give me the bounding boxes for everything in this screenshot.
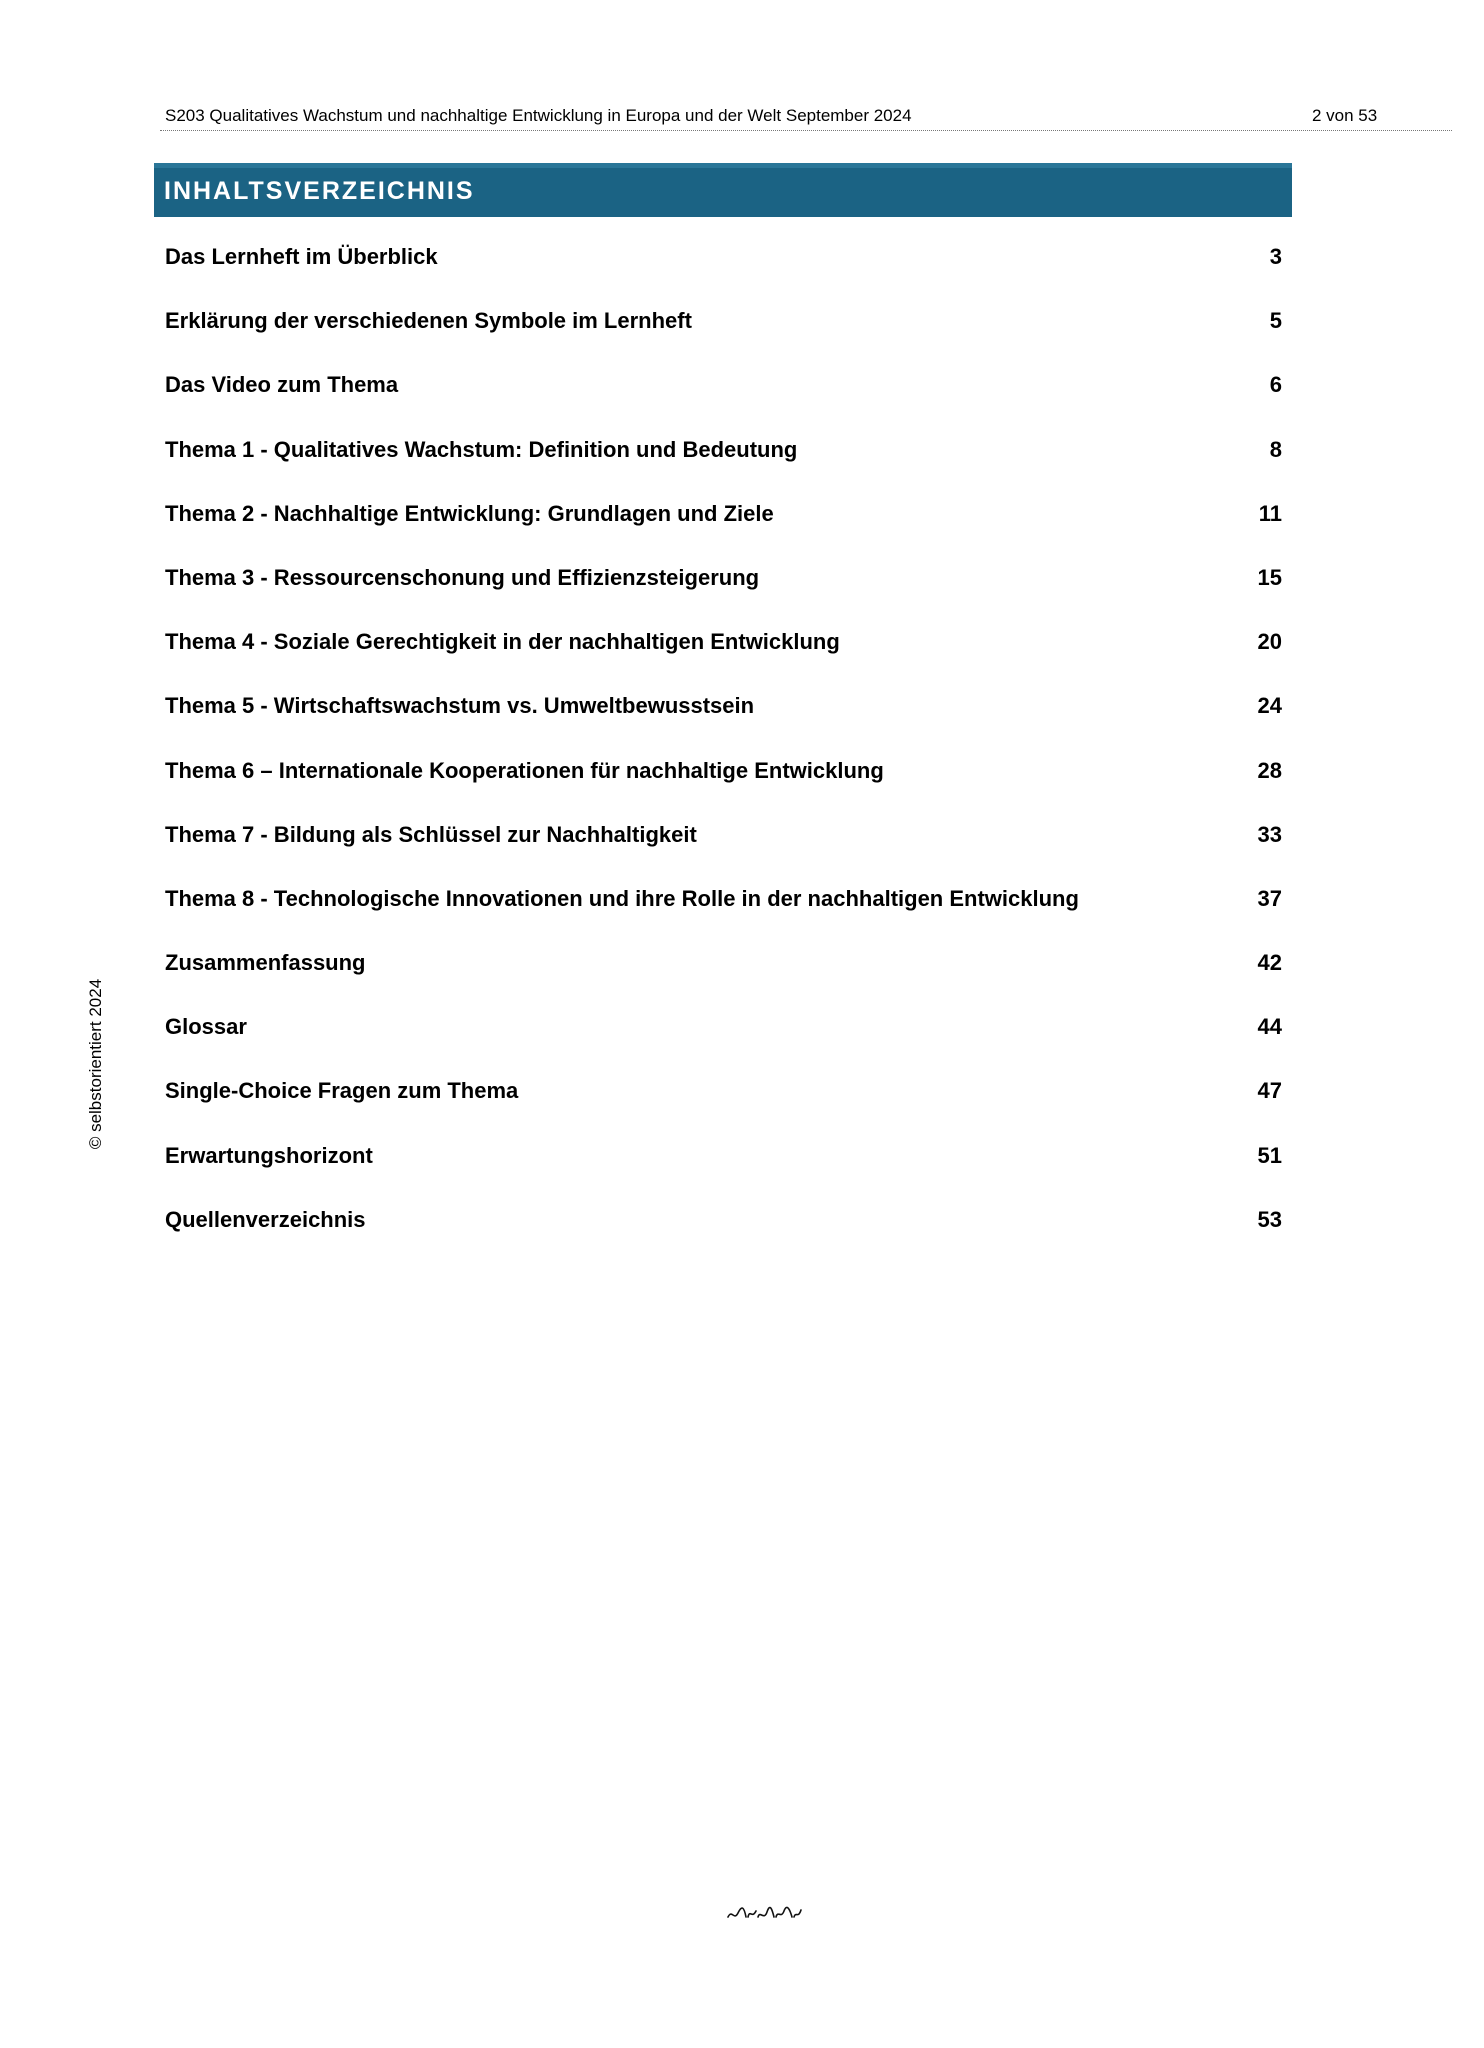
table-of-contents	[165, 244, 1282, 1271]
toc-entry-page: 8	[1269, 436, 1282, 462]
toc-entry-label: Thema 7 - Bildung als Schlüssel zur Nachhaltigkeit	[165, 821, 697, 847]
toc-entry[interactable]	[165, 565, 1282, 629]
page-header	[160, 104, 1452, 131]
toc-entry-label: Thema 6 – Internationale Kooperationen für nachhaltige Entwicklung	[165, 757, 884, 783]
toc-entry-page: 6	[1269, 372, 1282, 398]
toc-entry-page: 37	[1257, 885, 1282, 911]
toc-entry-page: 24	[1257, 693, 1282, 719]
toc-entry-page: 11	[1258, 500, 1282, 526]
toc-entry-label: Glossar	[165, 1014, 247, 1040]
toc-entry-page: 51	[1257, 1142, 1282, 1168]
toc-entry[interactable]	[165, 693, 1282, 757]
document-title: S203 Qualitatives Wachstum und nachhaltige Entwicklung in Europa und der Welt September 2024	[165, 106, 912, 125]
toc-entry[interactable]	[165, 950, 1282, 1014]
toc-entry-page: 44	[1257, 1014, 1282, 1040]
toc-entry-page: 53	[1257, 1206, 1282, 1232]
page-number: 2 von 53	[1312, 106, 1378, 125]
toc-entry[interactable]	[165, 758, 1282, 822]
toc-entry-label: Thema 5 - Wirtschaftswachstum vs. Umweltbewusstsein	[165, 693, 755, 719]
toc-entry-page: 47	[1257, 1078, 1282, 1104]
toc-entry-page: 20	[1257, 629, 1282, 655]
toc-entry-label: Quellenverzeichnis	[165, 1206, 366, 1232]
toc-entry[interactable]	[165, 372, 1282, 436]
toc-entry-page: 3	[1269, 244, 1282, 269]
toc-entry-label: Thema 4 - Soziale Gerechtigkeit in der nachhaltigen Entwicklung	[165, 629, 840, 655]
toc-entry[interactable]	[165, 308, 1282, 372]
toc-entry-page: 15	[1257, 564, 1282, 590]
toc-entry[interactable]	[165, 629, 1282, 693]
copyright-notice: © selbstorientiert 2024	[86, 978, 105, 1150]
toc-entry-label: Thema 3 - Ressourcenschonung und Effizienzsteigerung	[165, 564, 760, 590]
toc-entry-label: Erklärung der verschiedenen Symbole im Lernheft	[165, 308, 692, 334]
toc-entry[interactable]	[165, 1014, 1282, 1078]
toc-entry-label: Zusammenfassung	[165, 950, 366, 976]
toc-entry[interactable]	[165, 886, 1282, 950]
toc-entry-label: Thema 1 - Qualitatives Wachstum: Definition und Bedeutung	[165, 436, 798, 462]
toc-entry-page: 28	[1257, 757, 1282, 783]
toc-entry-label: Das Video zum Thema	[165, 372, 399, 398]
toc-entry[interactable]	[165, 1143, 1282, 1207]
toc-entry[interactable]	[165, 501, 1282, 565]
toc-entry-label: Single-Choice Fragen zum Thema	[165, 1078, 519, 1104]
toc-heading: INHALTSVERZEICHNIS	[164, 177, 475, 205]
toc-entry[interactable]	[165, 1078, 1282, 1142]
toc-entry-label: Thema 8 - Technologische Innovationen und ihre Rolle in der nachhaltigen Entwicklung	[165, 885, 1079, 911]
footer-logo	[724, 1901, 804, 1925]
toc-entry-label: Thema 2 - Nachhaltige Entwicklung: Grundlagen und Ziele	[165, 500, 774, 526]
toc-entry[interactable]	[165, 244, 1282, 308]
toc-entry-label: Erwartungshorizont	[165, 1142, 373, 1168]
toc-entry-page: 33	[1257, 821, 1282, 847]
toc-entry-label: Das Lernheft im Überblick	[165, 244, 438, 269]
toc-heading-bar	[154, 163, 1292, 217]
toc-entry-page: 5	[1269, 308, 1282, 334]
toc-entry[interactable]	[165, 822, 1282, 886]
toc-entry[interactable]	[165, 1207, 1282, 1271]
toc-entry-page: 42	[1257, 950, 1282, 976]
toc-entry[interactable]	[165, 437, 1282, 501]
